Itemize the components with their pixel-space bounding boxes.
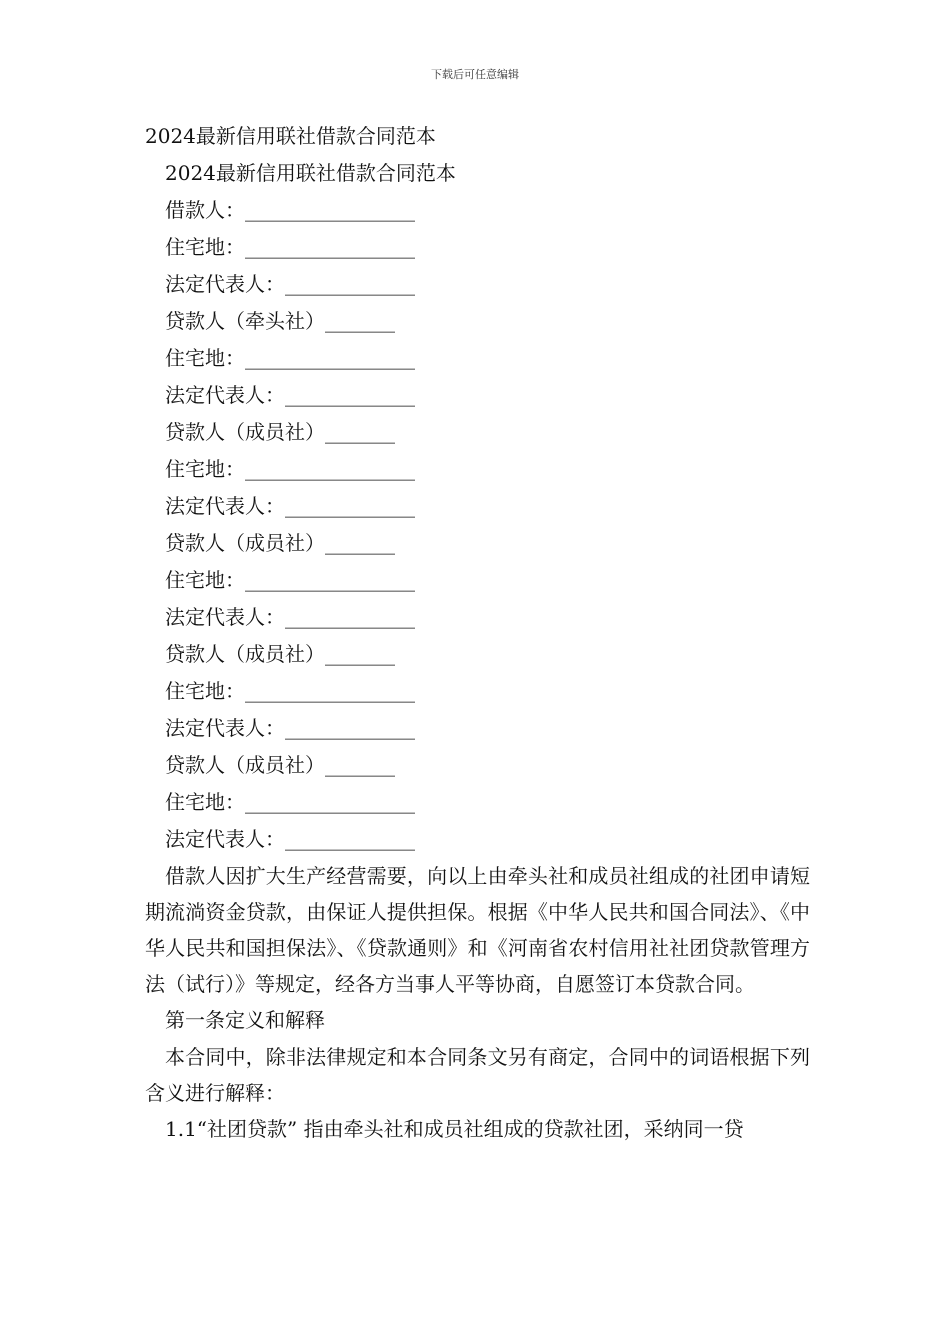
party-line: 法定代表人：_____________ (165, 827, 415, 851)
document-title: 2024最新信用联社借款合同范本 (145, 124, 436, 148)
party-line: 住宅地：_________________ (165, 235, 415, 259)
party-line: 住宅地：_________________ (165, 568, 415, 592)
party-line: 借款人：_________________ (165, 198, 415, 222)
party-line: 贷款人（牵头社）_______ (165, 309, 395, 333)
party-line: 贷款人（成员社）_______ (165, 642, 395, 666)
party-line: 住宅地：_________________ (165, 346, 415, 370)
page-header: 下载后可任意编辑 (431, 68, 519, 81)
party-line: 法定代表人：_____________ (165, 383, 415, 407)
article-1-title: 第一条定义和解释 (165, 1008, 325, 1032)
party-line: 法定代表人：_____________ (165, 605, 415, 629)
intro-paragraph: 借款人因扩大生产经营需要，向以上由牵头社和成员社组成的社团申请短期流淌资金贷款，由保证人提供担保。根据《中华人民共和国合同法》、《中华人民共和国担保法》、《贷款通则》和《河南省农村信用社社团贷款管理方法（试行）》等规定，经各方当事人平等协商，自愿签订本贷款合同。 (145, 864, 810, 996)
party-line: 贷款人（成员社）_______ (165, 531, 395, 555)
party-line: 法定代表人：_____________ (165, 716, 415, 740)
party-line: 法定代表人：_____________ (165, 272, 415, 296)
party-line: 贷款人（成员社）_______ (165, 420, 395, 444)
document-body (145, 118, 810, 1147)
clause-1-1: 1.1“社团贷款” 指由牵头社和成员社组成的贷款社团，采纳同一贷 (165, 1117, 744, 1141)
party-line: 贷款人（成员社）_______ (165, 753, 395, 777)
party-list (145, 192, 810, 858)
party-line: 法定代表人：_____________ (165, 494, 415, 518)
party-line: 住宅地：_________________ (165, 457, 415, 481)
article-1-body: 本合同中，除非法律规定和本合同条文另有商定，合同中的词语根据下列含义进行解释： (145, 1045, 810, 1105)
party-line: 住宅地：_________________ (165, 790, 415, 814)
document-subtitle: 2024最新信用联社借款合同范本 (165, 161, 456, 185)
party-line: 住宅地：_________________ (165, 679, 415, 703)
